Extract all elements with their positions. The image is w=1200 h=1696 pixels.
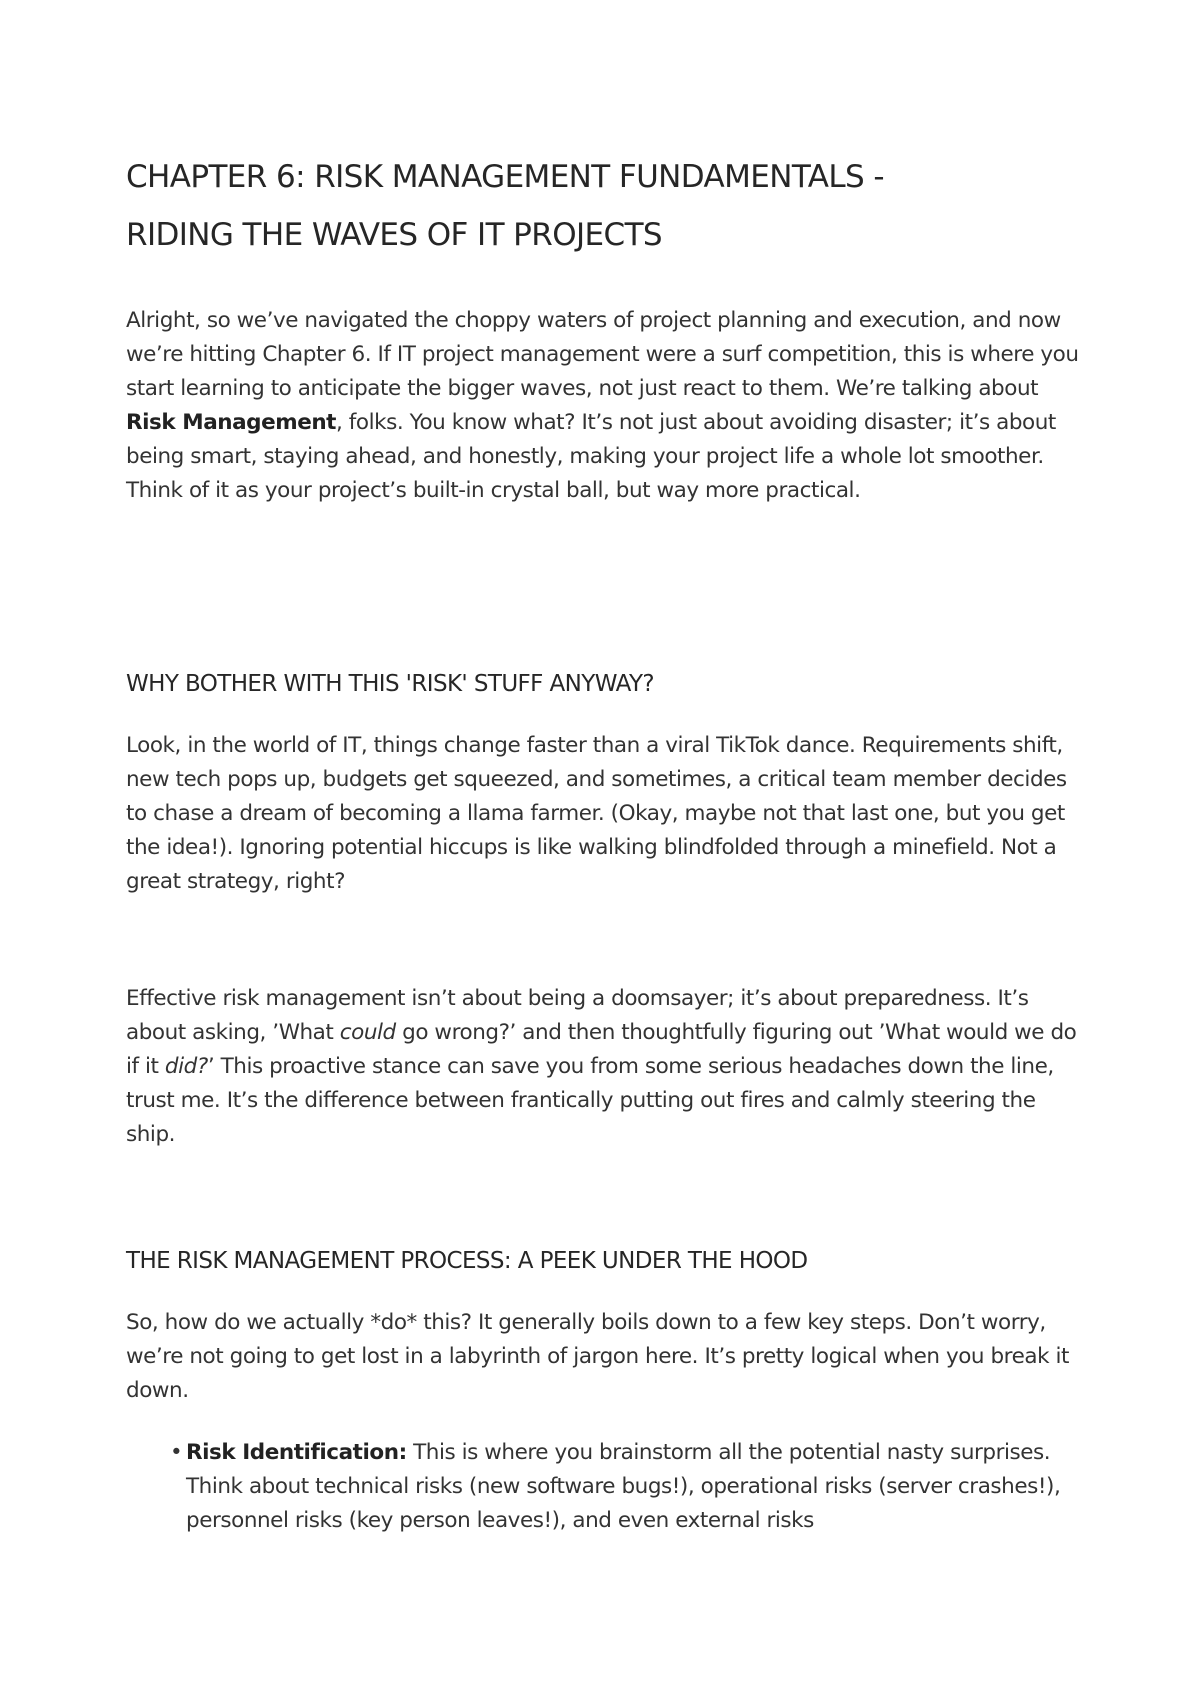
chapter-title — [126, 148, 1086, 264]
why-paragraph-2 — [126, 982, 1086, 1152]
section-heading-process: THE RISK MANAGEMENT PROCESS: A PEEK UNDER THE HOOD — [126, 1248, 808, 1274]
why-p2-text-2: go wrong?’ and then thoughtfully figuring out ’What would we do if it — [126, 1020, 1077, 1079]
intro-bold-term: Risk Management — [126, 410, 337, 435]
why-p2-text-3: ’ This proactive stance can save you from some serious headaches down the line, trust me. It’s the difference between frantically putting out fires and calmly steering the ship. — [126, 1054, 1054, 1147]
intro-text-start: Alright, so we’ve navigated the choppy waters of project planning and execution, and now we’re hitting Chapter 6. If IT project management were a surf competition, this is where you start learning to anticipate the bigger waves, not just react to them. We’re talking about — [126, 308, 1079, 401]
section-heading-why: WHY BOTHER WITH THIS 'RISK' STUFF ANYWAY? — [126, 671, 654, 697]
list-item-risk-identification — [170, 1436, 1086, 1538]
intro-paragraph — [126, 304, 1086, 508]
why-p2-text-1: Effective risk management isn’t about being a doomsayer; it’s about preparedness. It’s about asking, ’What — [126, 986, 1029, 1045]
why-paragraph-1: Look, in the world of IT, things change faster than a viral TikTok dance. Requirements shift, new tech pops up, budgets get squeezed, and sometimes, a critical team member decides to chase a dream of becoming a llama farmer. (Okay, maybe not that last one, but you get the idea!). Ignoring potential hiccups is like walking blindfolded through a minefield. Not a great strategy, right? — [126, 733, 1067, 894]
chapter-title-line-2: RIDING THE WAVES OF IT PROJECTS — [126, 217, 662, 253]
chapter-title-line-1: CHAPTER 6: RISK MANAGEMENT FUNDAMENTALS - — [126, 159, 884, 195]
list-item-text: This is where you brainstorm all the potential nasty surprises. Think about technical risks (new software bugs!), operational risks (server crashes!), personnel risks (key person leaves!), and even external risks — [186, 1440, 1061, 1533]
process-steps-list — [170, 1436, 1086, 1538]
why-p2-italic-did: did? — [164, 1054, 208, 1079]
process-intro-paragraph: So, how do we actually *do* this? It generally boils down to a few key steps. Don’t worry, we’re not going to get lost in a labyrinth of jargon here. It’s pretty logical when you break it down. — [126, 1310, 1069, 1403]
intro-text-end: , folks. You know what? It’s not just about avoiding disaster; it’s about being smart, staying ahead, and honestly, making your project life a whole lot smoother. Think of it as your project’s built-in crystal ball, but way more practical. — [126, 410, 1056, 503]
why-p2-italic-could: could — [339, 1020, 396, 1045]
bullet-marker: • — [170, 1440, 183, 1465]
list-item-label: Risk Identification: — [186, 1440, 407, 1465]
